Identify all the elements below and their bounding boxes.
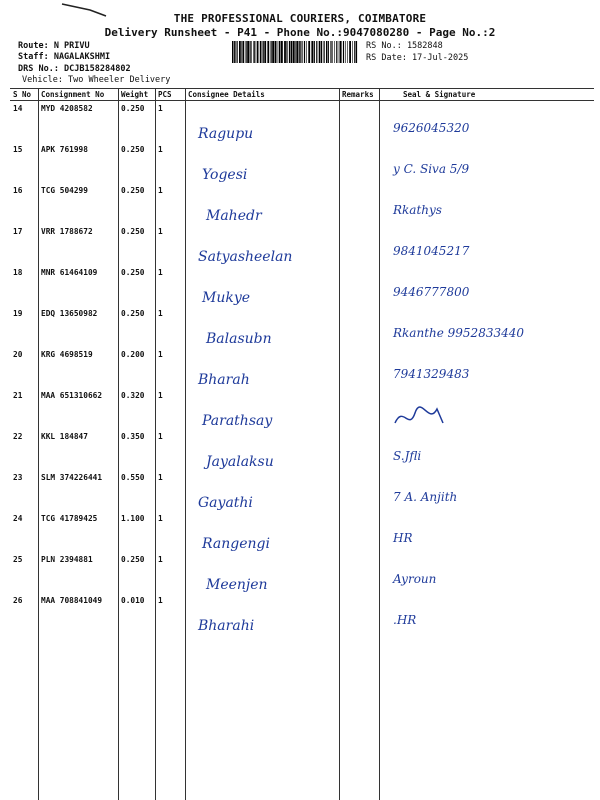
route-label: Route: N PRIVU	[18, 41, 90, 51]
seal-signature-text: S.Jfli	[393, 449, 422, 463]
barcode-bar	[237, 41, 238, 63]
rs-number: RS No.: 1582848	[366, 41, 443, 51]
barcode-bar	[232, 41, 233, 63]
vehicle-label: Vehicle: Two Wheeler Delivery	[22, 75, 171, 85]
table-header-row	[10, 89, 594, 101]
col-weight: Weight	[118, 89, 155, 101]
barcode-bar	[291, 41, 293, 63]
cell-remarks	[339, 388, 379, 429]
seal-signature	[385, 600, 585, 640]
cell-remarks	[339, 470, 379, 511]
cell-weight: 0.250	[121, 555, 145, 564]
barcode-bar	[343, 41, 344, 63]
seal-signature	[385, 190, 585, 230]
barcode-bar	[352, 41, 353, 63]
consignee-signature	[190, 563, 340, 603]
cell-sno: 16	[13, 186, 23, 195]
seal-signature	[385, 395, 585, 435]
cell-remarks	[339, 224, 379, 265]
consignee-signature	[190, 522, 340, 562]
barcode-bar	[293, 41, 295, 63]
consignee-signature	[190, 276, 340, 316]
seal-signature	[385, 108, 585, 148]
seal-signature	[385, 313, 585, 353]
barcode-bar	[263, 41, 264, 63]
consignee-signature	[190, 440, 340, 480]
barcode-bar	[300, 41, 301, 63]
cell-weight: 0.250	[121, 186, 145, 195]
cell-consignment: MAA 651310662	[41, 391, 103, 400]
barcode-bar	[284, 41, 286, 63]
pen-mark	[60, 0, 120, 22]
consignee-signature	[190, 153, 340, 193]
seal-signature	[385, 354, 585, 394]
cell-weight: 0.200	[121, 350, 145, 359]
cell-sno: 21	[13, 391, 23, 400]
seal-signature-text: Rkathys	[393, 203, 442, 217]
consignee-signature	[190, 194, 340, 234]
cell-weight: 0.010	[121, 596, 145, 605]
cell-weight: 0.320	[121, 391, 145, 400]
barcode-bar	[314, 41, 315, 63]
cell-remarks	[339, 511, 379, 552]
barcode-bar	[264, 41, 266, 63]
col-sno: S No	[10, 89, 38, 101]
cell-consignment: VRR 1788672	[41, 227, 93, 236]
barcode-image	[232, 41, 358, 63]
barcode-bar	[356, 41, 357, 63]
barcode-bar	[345, 41, 346, 63]
barcode-bar	[253, 41, 254, 63]
consignee-signature-text: Gayathi	[198, 495, 253, 511]
barcode-bar	[319, 41, 321, 63]
seal-signature	[385, 149, 585, 189]
cell-consignment: KKL 184847	[41, 432, 88, 441]
barcode-bar	[336, 41, 337, 63]
cell-remarks	[339, 347, 379, 388]
staff-label: Staff: NAGALAKSHMI	[18, 52, 111, 62]
cell-consignment: SLM 374226441	[41, 473, 103, 482]
seal-signature	[385, 272, 585, 312]
barcode-bar	[302, 41, 303, 63]
consignee-signature	[190, 481, 340, 521]
col-pcs: PCS	[155, 89, 185, 101]
barcode-bar	[326, 41, 327, 63]
barcode-bar	[316, 41, 317, 63]
consignee-signature-text: Balasubn	[206, 331, 272, 347]
cell-pcs: 1	[158, 473, 163, 482]
cell-sno: 20	[13, 350, 23, 359]
seal-signature	[385, 477, 585, 517]
consignee-signature-text: Mukye	[202, 290, 251, 306]
rs-date: RS Date: 17-Jul-2025	[366, 53, 469, 63]
col-seal: Seal & Signature	[379, 89, 594, 101]
consignee-signature-text: Satyasheelan	[198, 249, 293, 265]
cell-sno: 24	[13, 514, 23, 523]
barcode-bar	[349, 41, 351, 63]
cell-consignment: MAA 708841049	[41, 596, 103, 605]
cell-weight: 0.250	[121, 227, 145, 236]
barcode-bar	[311, 41, 313, 63]
cell-pcs: 1	[158, 268, 163, 277]
seal-signature	[385, 436, 585, 476]
cell-pcs: 1	[158, 227, 163, 236]
barcode-bar	[271, 41, 272, 63]
seal-signature	[385, 559, 585, 599]
consignee-signature	[190, 399, 340, 439]
cell-consignment: TCG 41789425	[41, 514, 98, 523]
cell-remarks	[339, 429, 379, 470]
barcode-bar	[242, 41, 244, 63]
barcode-bar	[286, 41, 287, 63]
cell-remarks	[339, 552, 379, 593]
cell-remarks	[339, 593, 379, 634]
barcode-bar	[250, 41, 251, 63]
barcode-bar	[289, 41, 290, 63]
cell-consignment: APK 761998	[41, 145, 88, 154]
drs-number: DRS No.: DCJB158284802	[18, 64, 131, 74]
seal-signature-text: 9841045217	[393, 244, 470, 258]
barcode-bar	[296, 41, 298, 63]
barcode-bar	[235, 41, 236, 63]
col-consignment: Consignment No	[38, 89, 118, 101]
cell-pcs: 1	[158, 514, 163, 523]
cell-consignment: MNR 61464109	[41, 268, 98, 277]
consignee-signature	[190, 317, 340, 357]
consignee-signature-text: Yogesi	[202, 167, 248, 183]
cell-pcs: 1	[158, 104, 163, 113]
barcode-bar	[254, 41, 255, 63]
cell-consignment: KRG 4698519	[41, 350, 93, 359]
barcode-bar	[272, 41, 274, 63]
cell-sno: 17	[13, 227, 23, 236]
seal-signature-text: y C. Siva 5/9	[393, 162, 470, 176]
cell-sno: 19	[13, 309, 23, 318]
consignee-signature	[190, 235, 340, 275]
barcode-bar	[275, 41, 277, 63]
barcode-bar	[321, 41, 322, 63]
barcode-bar	[257, 41, 259, 63]
cell-weight: 1.100	[121, 514, 145, 523]
runsheet-subtitle: Delivery Runsheet - P41 - Phone No.:9047080280 - Page No.:2	[104, 26, 496, 39]
cell-consignment: TCG 504299	[41, 186, 88, 195]
col-remarks: Remarks	[339, 89, 379, 101]
consignee-signature-text: Ragupu	[198, 126, 254, 142]
barcode-bar	[234, 41, 235, 63]
cell-remarks	[339, 142, 379, 183]
consignee-signature-text: Bharahi	[198, 618, 255, 634]
cell-weight: 0.250	[121, 268, 145, 277]
cell-sno: 26	[13, 596, 23, 605]
cell-weight: 0.250	[121, 104, 145, 113]
barcode-bar	[277, 41, 278, 63]
barcode-bar	[304, 41, 305, 63]
cell-sno: 18	[13, 268, 23, 277]
barcode-bar	[295, 41, 296, 63]
cell-weight: 0.550	[121, 473, 145, 482]
cell-weight: 0.250	[121, 309, 145, 318]
cell-pcs: 1	[158, 350, 163, 359]
barcode-bar	[262, 41, 263, 63]
cell-remarks	[339, 183, 379, 224]
cell-sno: 22	[13, 432, 23, 441]
seal-signature-text: Rkanthe 9952833440	[393, 326, 525, 340]
barcode-bar	[334, 41, 335, 63]
cell-pcs: 1	[158, 186, 163, 195]
cell-remarks	[339, 306, 379, 347]
barcode-bar	[251, 41, 252, 63]
consignee-signature-text: Parathsay	[202, 413, 273, 429]
seal-signature-text: Ayroun	[393, 572, 437, 586]
barcode-bar	[340, 41, 342, 63]
cell-pcs: 1	[158, 432, 163, 441]
barcode-bar	[281, 41, 283, 63]
seal-signature-text: HR	[393, 531, 413, 545]
barcode-bar	[330, 41, 331, 63]
barcode-bar	[308, 41, 310, 63]
col-consignee: Consignee Details	[185, 89, 339, 101]
barcode-bar	[324, 41, 325, 63]
barcode-bar	[328, 41, 329, 63]
consignee-signature-text: Bharah	[198, 372, 250, 388]
barcode-bar	[241, 41, 242, 63]
barcode-bar	[339, 41, 340, 63]
barcode-bar	[299, 41, 300, 63]
seal-signature-text: 7941329483	[393, 367, 470, 381]
barcode-bar	[267, 41, 269, 63]
barcode-bar	[239, 41, 241, 63]
barcode-bar	[246, 41, 247, 63]
barcode-bar	[306, 41, 307, 63]
barcode-bar	[347, 41, 348, 63]
cell-pcs: 1	[158, 309, 163, 318]
consignee-signature	[190, 112, 340, 152]
company-title: THE PROFESSIONAL COURIERS, COIMBATORE	[173, 12, 427, 25]
consignee-signature-text: Jayalaksu	[206, 454, 274, 470]
cell-sno: 23	[13, 473, 23, 482]
cell-sno: 14	[13, 104, 23, 113]
cell-consignment: EDQ 13650982	[41, 309, 98, 318]
cell-pcs: 1	[158, 391, 163, 400]
cell-sno: 25	[13, 555, 23, 564]
cell-remarks	[339, 101, 379, 143]
cell-pcs: 1	[158, 145, 163, 154]
seal-signature	[385, 231, 585, 271]
seal-signature-text: .HR	[393, 613, 417, 627]
barcode-bar	[279, 41, 281, 63]
seal-signature-text: 9626045320	[393, 121, 470, 135]
cell-pcs: 1	[158, 596, 163, 605]
barcode-bar	[260, 41, 261, 63]
cell-pcs: 1	[158, 555, 163, 564]
seal-signature	[385, 518, 585, 558]
cell-remarks	[339, 265, 379, 306]
cell-sno: 15	[13, 145, 23, 154]
cell-weight: 0.250	[121, 145, 145, 154]
barcode-bar	[354, 41, 355, 63]
barcode-bar	[247, 41, 249, 63]
cell-consignment: MYD 4208582	[41, 104, 93, 113]
consignee-signature-text: Mahedr	[206, 208, 262, 224]
consignee-signature-text: Meenjen	[206, 577, 268, 593]
barcode-bar	[332, 41, 333, 63]
consignee-signature-text: Rangengi	[202, 536, 270, 552]
seal-signature-text: 7 A. Anjith	[393, 490, 458, 504]
barcode-bar	[331, 41, 332, 63]
consignee-signature	[190, 358, 340, 398]
seal-signature-text: 9446777800	[393, 285, 470, 299]
consignee-signature	[190, 604, 340, 644]
scribble-mark	[395, 407, 443, 423]
cell-weight: 0.350	[121, 432, 145, 441]
cell-consignment: PLN 2394881	[41, 555, 93, 564]
